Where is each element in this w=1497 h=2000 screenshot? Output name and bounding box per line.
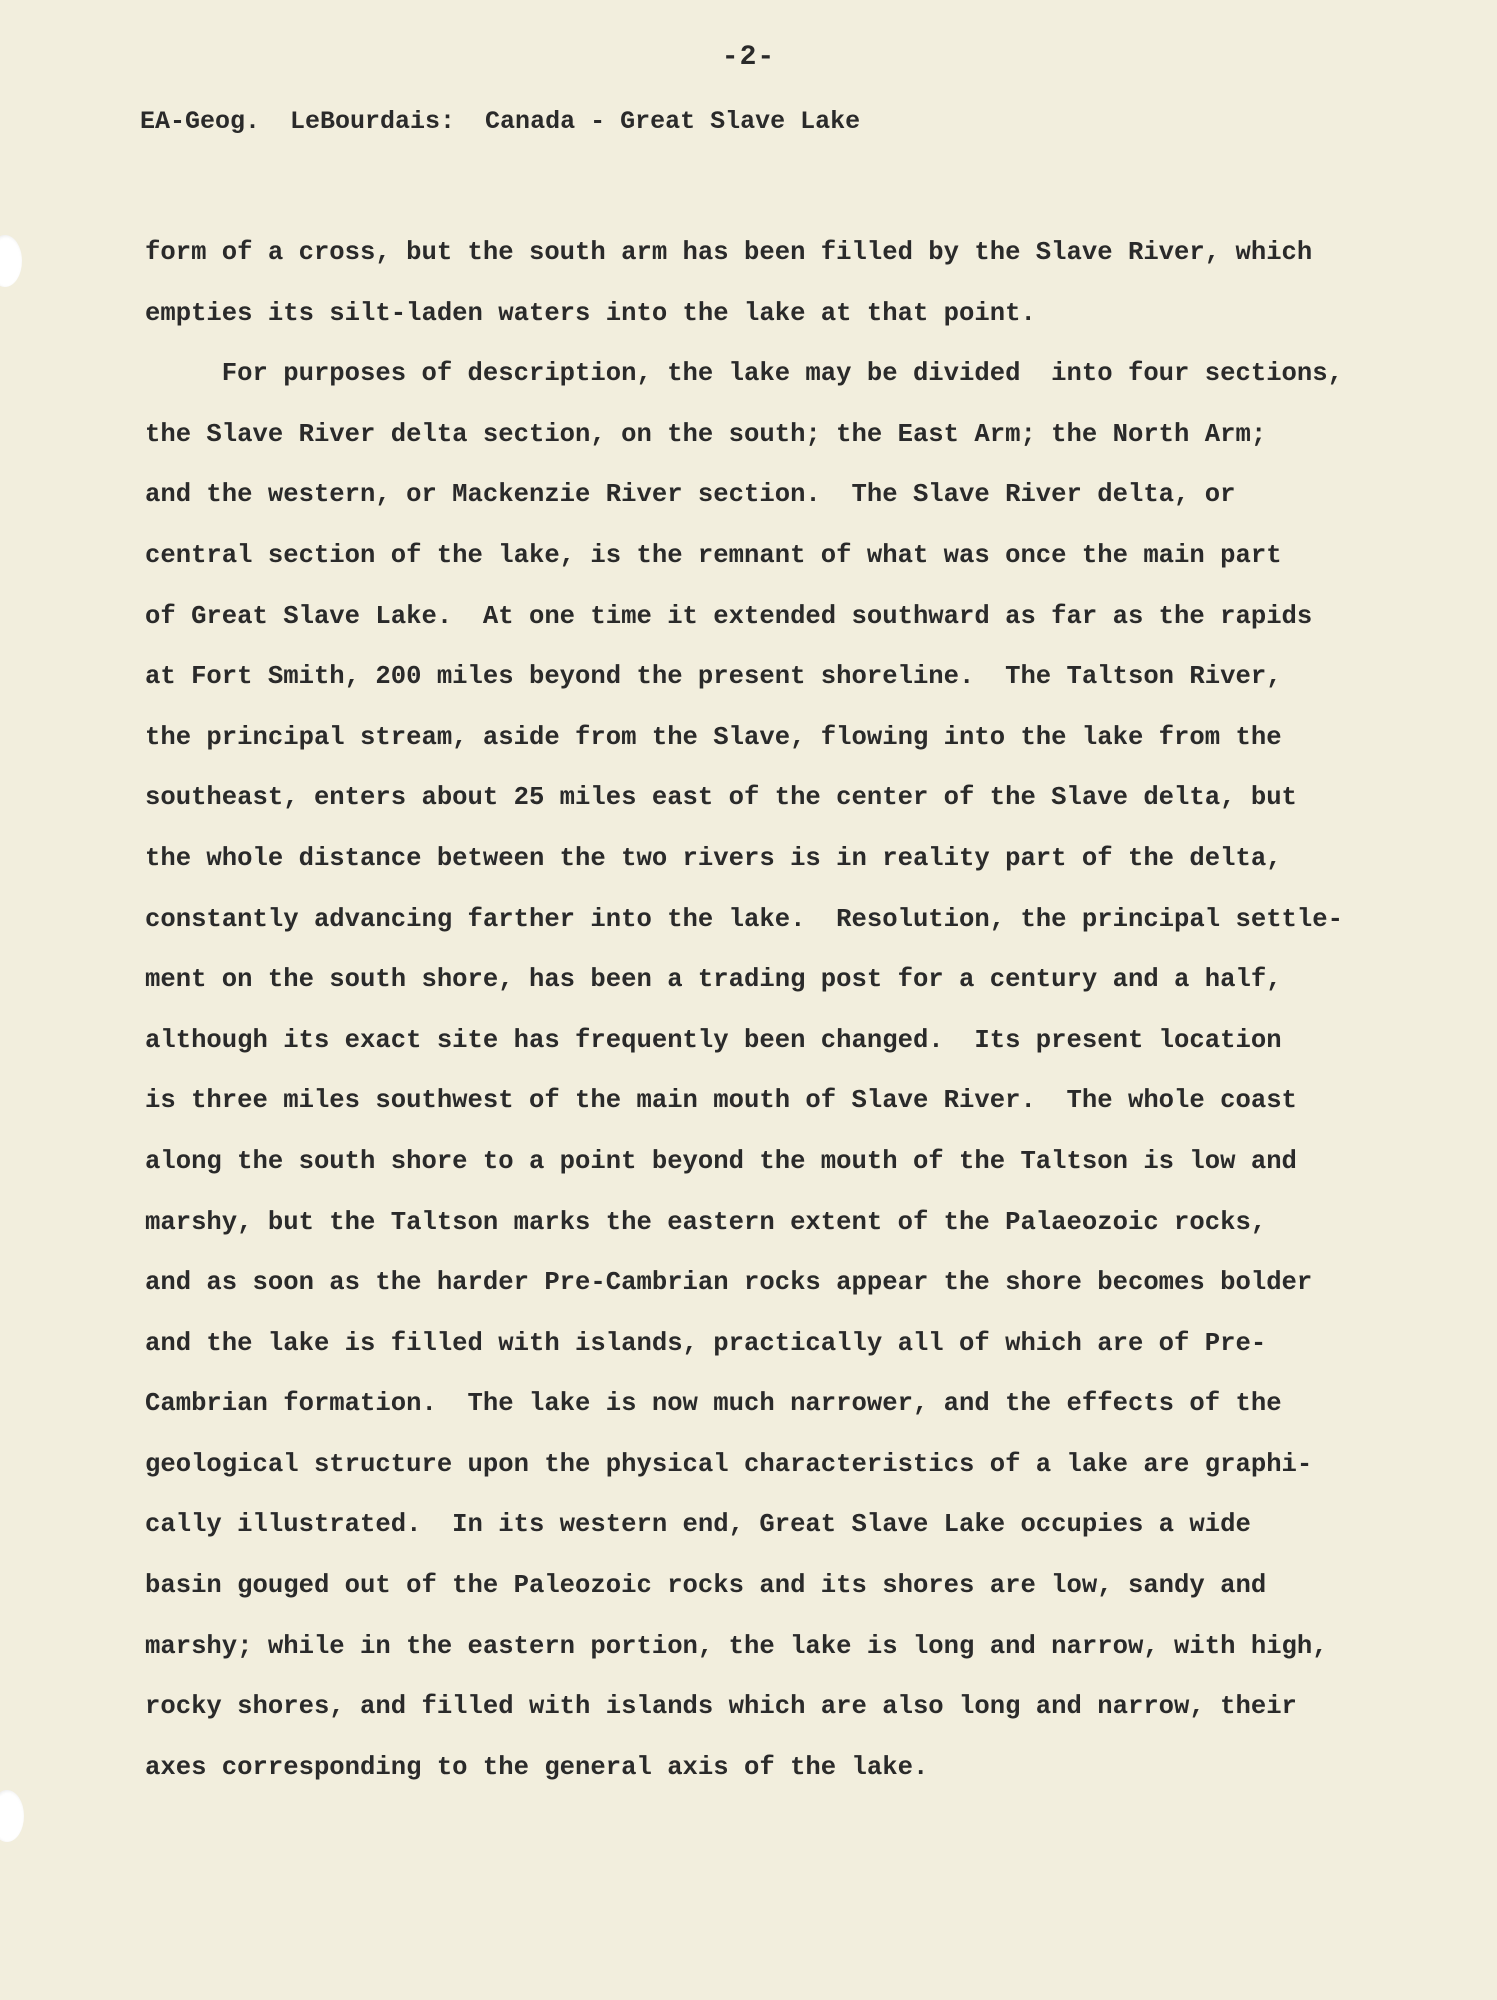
- text-line: ment on the south shore, has been a trading post for a century and a half,: [145, 965, 1282, 995]
- text-line: basin gouged out of the Paleozoic rocks and its shores are low, sandy and: [145, 1571, 1267, 1601]
- text-line: of Great Slave Lake. At one time it extended southward as far as the rapids: [145, 601, 1313, 631]
- text-line: constantly advancing farther into the lake. Resolution, the principal settle-: [145, 904, 1343, 934]
- text-line: along the south shore to a point beyond the mouth of the Taltson is low and: [145, 1146, 1297, 1176]
- text-line: empties its silt-laden waters into the lake at that point.: [145, 298, 1036, 328]
- text-line: is three miles southwest of the main mouth of Slave River. The whole coast: [145, 1086, 1297, 1116]
- page-number: -2-: [721, 42, 776, 73]
- text-line: axes corresponding to the general axis of the lake.: [145, 1752, 929, 1782]
- text-line: although its exact site has frequently been changed. Its present location: [145, 1025, 1282, 1055]
- text-line: southeast, enters about 25 miles east of the center of the Slave delta, but: [145, 783, 1297, 813]
- text-line: at Fort Smith, 200 miles beyond the present shoreline. The Taltson River,: [145, 662, 1282, 692]
- text-line: geological structure upon the physical characteristics of a lake are graphi-: [145, 1449, 1313, 1479]
- text-line: Cambrian formation. The lake is now much narrower, and the effects of the: [145, 1389, 1282, 1419]
- text-line: and the lake is filled with islands, practically all of which are of Pre-: [145, 1328, 1267, 1358]
- text-line: rocky shores, and filled with islands which are also long and narrow, their: [145, 1692, 1297, 1722]
- text-line: central section of the lake, is the remnant of what was once the main part: [145, 540, 1282, 570]
- text-line: cally illustrated. In its western end, Great Slave Lake occupies a wide: [145, 1510, 1251, 1540]
- text-line: the principal stream, aside from the Slave, flowing into the lake from the: [145, 722, 1282, 752]
- text-line: form of a cross, but the south arm has been filled by the Slave River, which: [145, 238, 1313, 267]
- text-line: For purposes of description, the lake may be divided into four sections,: [145, 359, 1343, 389]
- punch-hole-top: [0, 235, 22, 287]
- text-line: the Slave River delta section, on the south; the East Arm; the North Arm;: [145, 419, 1267, 449]
- text-line: and the western, or Mackenzie River section. The Slave River delta, or: [145, 480, 1236, 510]
- body-text: [145, 223, 1343, 1798]
- text-line: marshy, but the Taltson marks the eastern extent of the Palaeozoic rocks,: [145, 1207, 1267, 1237]
- text-line: marshy; while in the eastern portion, the lake is long and narrow, with high,: [145, 1631, 1328, 1661]
- punch-hole-bottom: [0, 1790, 24, 1842]
- text-line: the whole distance between the two rivers is in reality part of the delta,: [145, 843, 1282, 873]
- text-line: and as soon as the harder Pre-Cambrian rocks appear the shore becomes bolder: [145, 1268, 1313, 1298]
- document-header: EA-Geog. LeBourdais: Canada - Great Slave Lake: [140, 107, 861, 136]
